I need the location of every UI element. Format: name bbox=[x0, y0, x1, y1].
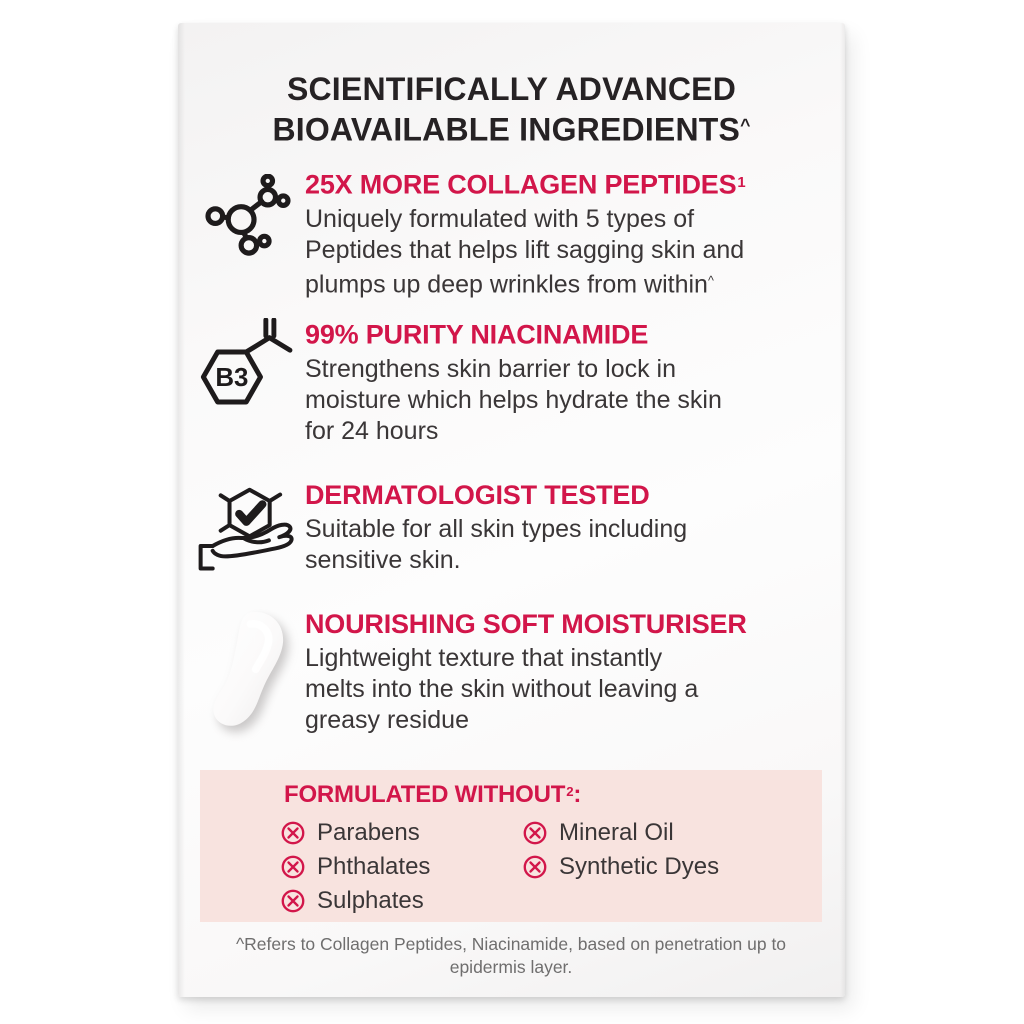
benefit-body bbox=[305, 514, 832, 576]
benefit-body-line: Peptides that helps lift sagging skin and bbox=[305, 235, 745, 264]
benefit-icon-col bbox=[192, 174, 304, 260]
formulated-without-heading bbox=[284, 781, 581, 809]
benefit-text-col bbox=[304, 609, 832, 736]
excluded-ingredient bbox=[522, 850, 719, 884]
benefit-heading-text: DERMATOLOGIST TESTED bbox=[305, 480, 650, 510]
excluded-ingredient-label: Parabens bbox=[317, 819, 420, 846]
benefit-body-line: Strengthens skin barrier to lock in bbox=[305, 354, 677, 383]
no-symbol-icon bbox=[280, 888, 306, 914]
excluded-ingredient bbox=[280, 850, 430, 884]
panel-title-line2-text: BIOAVAILABLE INGREDIENTS bbox=[272, 111, 741, 148]
hand-holding-hexagon-check-icon bbox=[195, 480, 301, 575]
title-superscript: ^ bbox=[740, 115, 751, 135]
benefit-body-line: Suitable for all skin types including bbox=[305, 515, 688, 543]
benefit-body bbox=[305, 643, 832, 736]
excluded-ingredient-label: Mineral Oil bbox=[559, 819, 674, 846]
benefit-heading bbox=[305, 318, 832, 350]
excluded-ingredient-label: Sulphates bbox=[317, 887, 424, 914]
excluded-ingredients-left-column bbox=[280, 816, 430, 918]
excluded-ingredient bbox=[280, 816, 430, 850]
benefit-body-line: sensitive skin. bbox=[305, 546, 461, 574]
b3-label: B3 bbox=[215, 363, 249, 392]
benefit-body-line-text: plumps up deep wrinkles from within bbox=[305, 270, 708, 299]
benefit-body-line: moisture which helps hydrate the skin bbox=[305, 385, 722, 414]
benefit-section-niacinamide bbox=[192, 318, 832, 447]
cream-swatch bbox=[201, 607, 295, 735]
heading-superscript: 2 bbox=[566, 784, 574, 800]
benefit-icon-col bbox=[192, 318, 304, 411]
benefit-body bbox=[305, 354, 832, 447]
no-symbol-icon bbox=[280, 820, 306, 846]
product-back-panel bbox=[178, 23, 845, 997]
benefit-body-line bbox=[305, 266, 832, 301]
no-symbol-icon bbox=[522, 854, 548, 880]
benefit-body bbox=[305, 204, 832, 301]
benefit-text-col bbox=[304, 480, 832, 576]
no-symbol-icon bbox=[280, 854, 306, 880]
benefit-body-line: melts into the skin without leaving a bbox=[305, 675, 699, 703]
panel-title-line1: SCIENTIFICALLY ADVANCED bbox=[286, 71, 737, 107]
panel-title bbox=[178, 71, 845, 148]
benefit-body-line: greasy residue bbox=[305, 706, 469, 734]
benefit-heading-text: 25X MORE COLLAGEN PEPTIDES bbox=[305, 169, 737, 200]
benefit-section-moisturiser bbox=[192, 609, 832, 736]
benefit-body-line: for 24 hours bbox=[305, 416, 439, 445]
no-symbol-icon bbox=[522, 820, 548, 846]
benefit-heading bbox=[305, 168, 832, 200]
heading-colon: : bbox=[573, 781, 582, 808]
benefit-body-line: Lightweight texture that instantly bbox=[305, 644, 663, 672]
heading-superscript: 1 bbox=[737, 175, 746, 191]
panel-title-line2 bbox=[178, 107, 845, 148]
benefit-section-collagen bbox=[192, 168, 832, 300]
benefit-icon-col bbox=[192, 480, 304, 575]
benefit-body-line: Uniquely formulated with 5 types of bbox=[305, 204, 695, 233]
benefit-heading bbox=[305, 609, 832, 639]
benefit-icon-col bbox=[192, 607, 304, 735]
molecule-icon bbox=[204, 174, 292, 260]
vitamin-b3-molecule-icon bbox=[198, 318, 298, 411]
footnote: ^Refers to Collagen Peptides, Niacinamide, based on penetration up to epidermis layer. bbox=[235, 934, 787, 977]
excluded-ingredient-label: Phthalates bbox=[317, 853, 431, 880]
excluded-ingredient bbox=[280, 884, 430, 918]
benefit-heading-text: NOURISHING SOFT MOISTURISER bbox=[305, 609, 747, 639]
benefit-heading-text: 99% PURITY NIACINAMIDE bbox=[305, 319, 649, 350]
excluded-ingredients-right-column bbox=[522, 816, 719, 884]
body-superscript: ^ bbox=[707, 273, 714, 288]
excluded-ingredient-label: Synthetic Dyes bbox=[559, 853, 720, 880]
excluded-ingredient bbox=[522, 816, 719, 850]
benefit-text-col bbox=[304, 318, 832, 447]
benefit-heading bbox=[305, 480, 832, 510]
benefit-section-dermatologist bbox=[192, 480, 832, 576]
formulated-without-panel bbox=[200, 770, 822, 922]
formulated-without-heading-text: FORMULATED WITHOUT bbox=[284, 781, 566, 808]
benefit-text-col bbox=[304, 168, 832, 300]
